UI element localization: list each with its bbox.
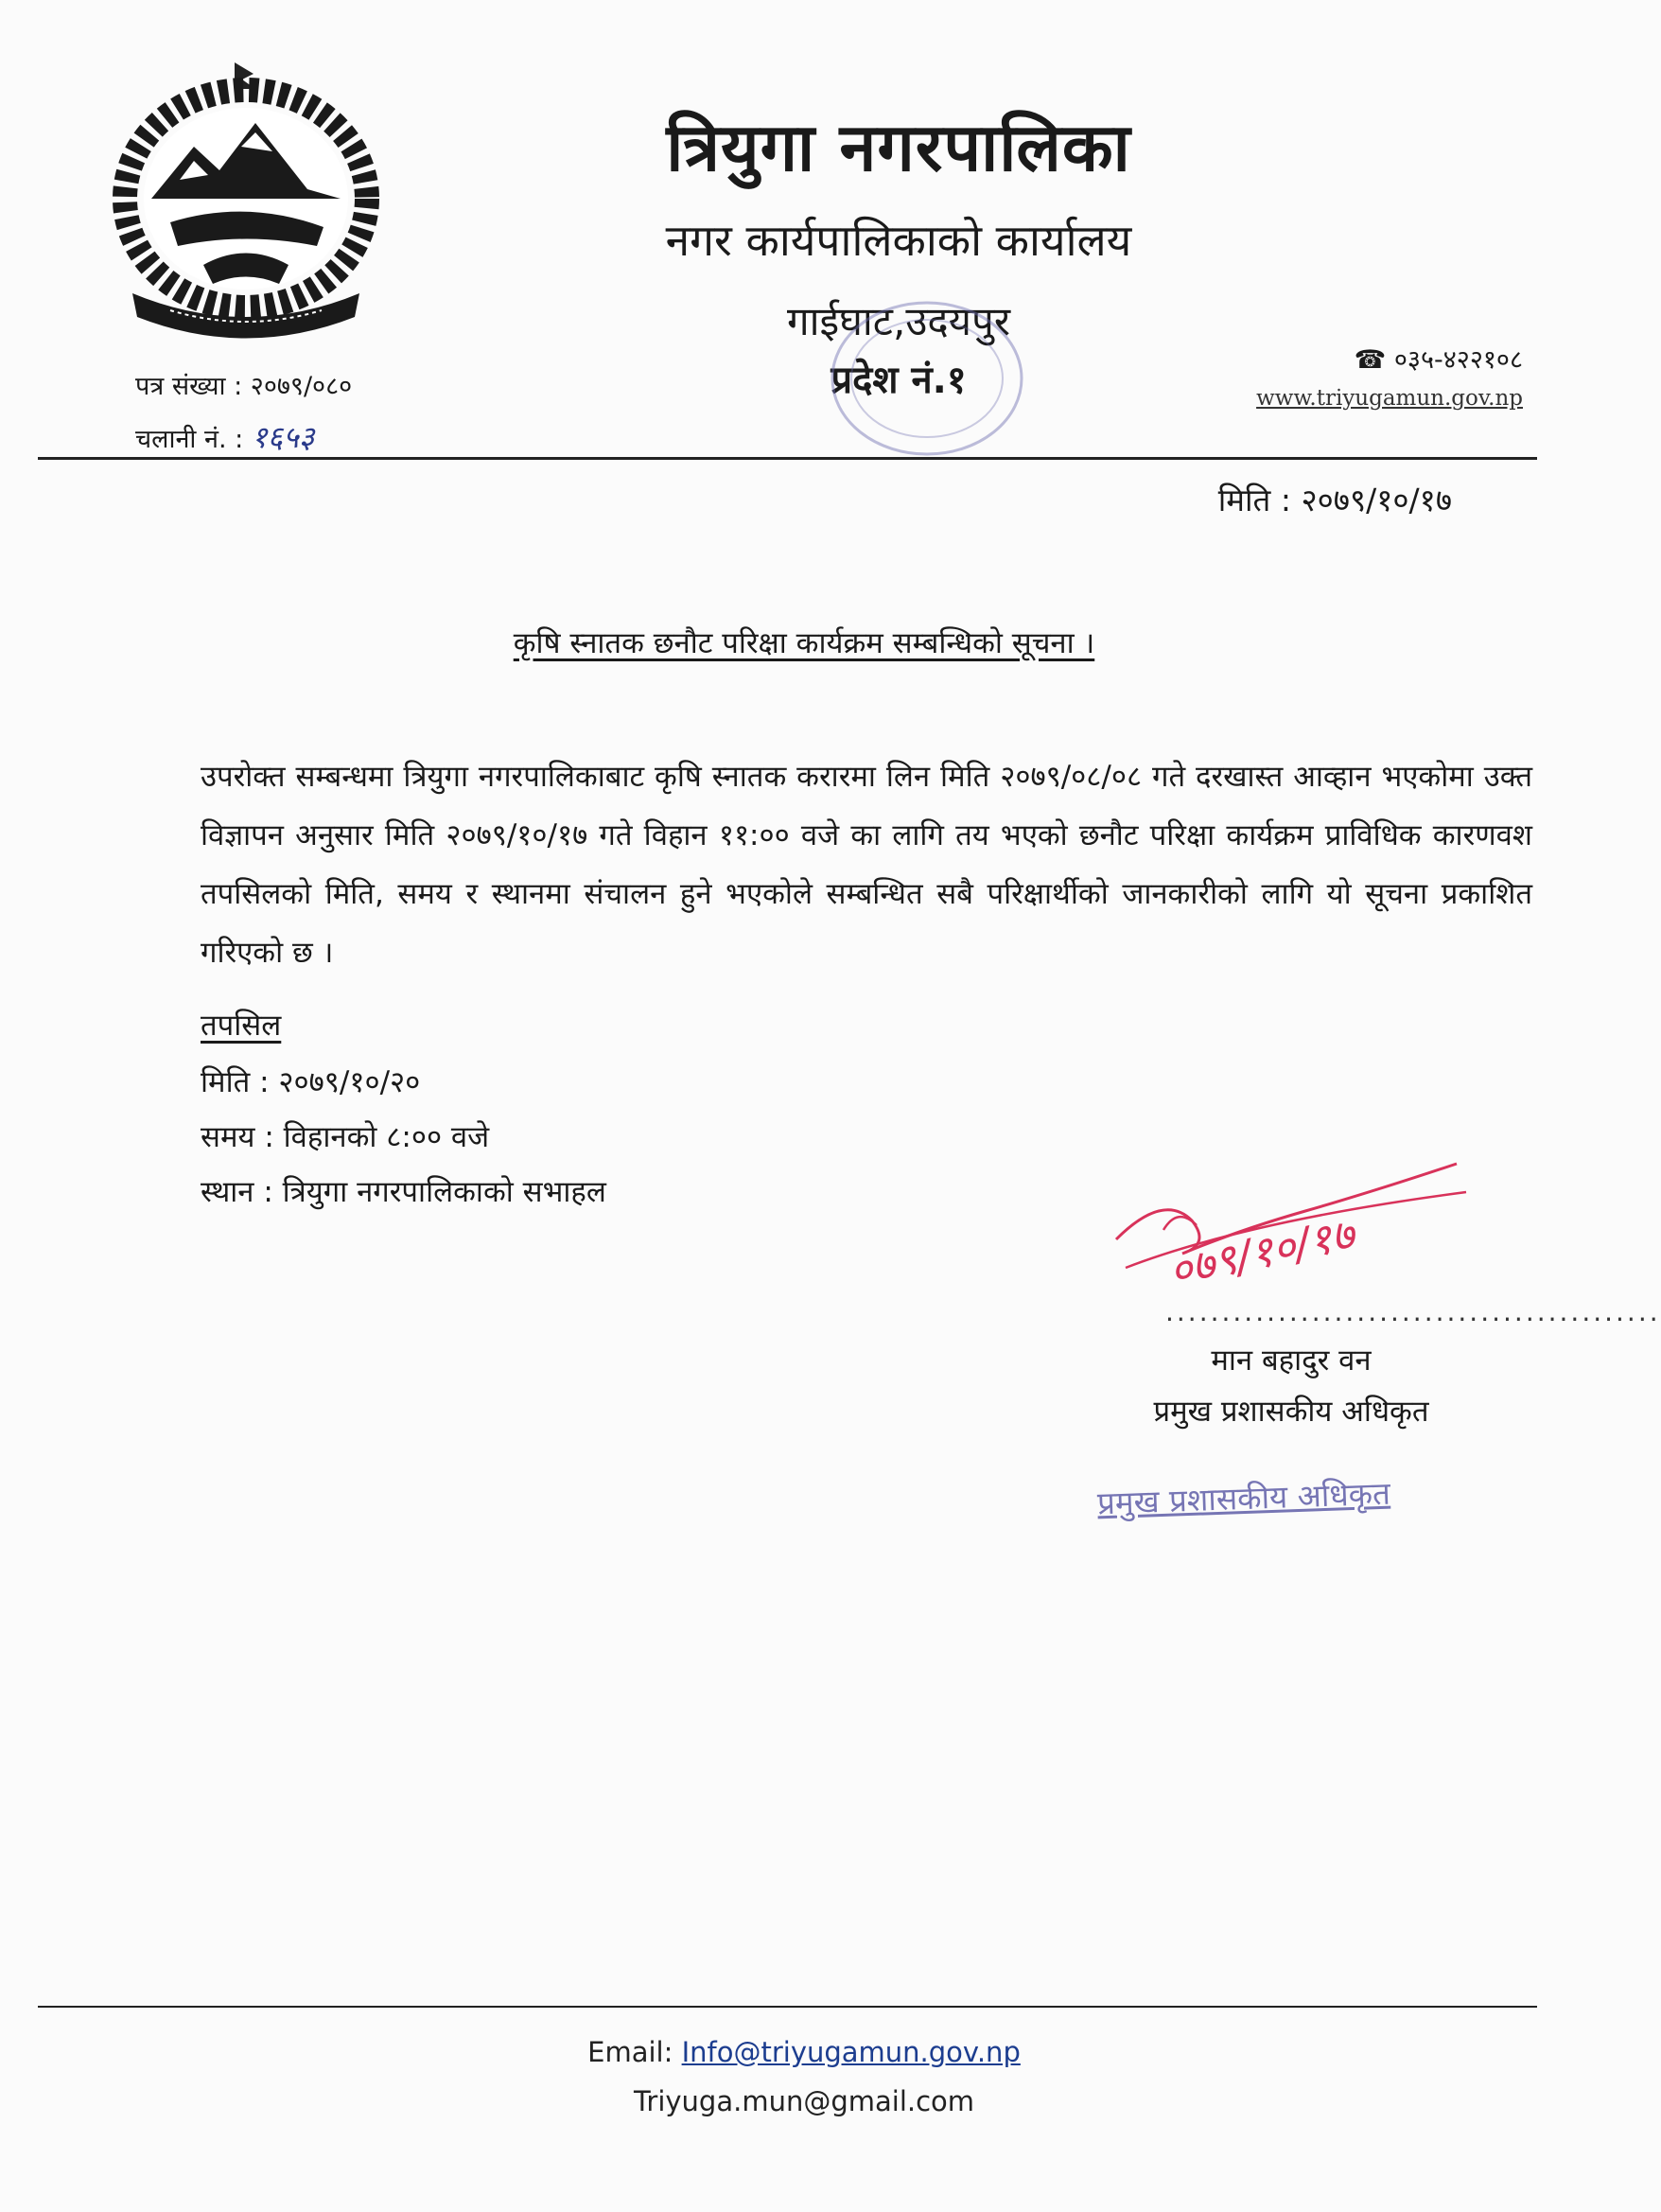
footer-email-label: Email: [587, 2036, 682, 2068]
chalani-value: १६५३ [251, 419, 315, 455]
signatory-title: प्रमुख प्रशासकीय अधिकृत [1153, 1395, 1429, 1429]
header-divider [38, 457, 1537, 460]
signatory-name: मान बहादुर वन [1211, 1343, 1372, 1378]
signature-line: ............................................ [1165, 1296, 1661, 1327]
tapasil-place: स्थान : त्रियुगा नगरपालिकाको सभाहल [201, 1175, 606, 1209]
phone-number: ☎ ०३५-४२२१०८ [1354, 345, 1523, 375]
patra-sankhya [135, 367, 352, 402]
letter-date: मिति : २०७९/१०/१७ [1217, 482, 1452, 518]
tapasil-heading: तपसिल [201, 1009, 282, 1043]
chalani-number [135, 416, 314, 457]
tapasil-time: समय : विहानको ८:०० वजे [201, 1120, 490, 1154]
footer-divider [38, 2006, 1537, 2008]
tapasil-date: मिति : २०७९/१०/२० [201, 1065, 421, 1099]
province-name: प्रदेश नं.१ [830, 359, 967, 402]
footer-gmail: Triyuga.mun@gmail.com [633, 2085, 975, 2117]
footer-email [0, 2036, 1608, 2068]
office-name: नगर कार्यपालिकाको कार्यालय [665, 215, 1132, 266]
nepal-emblem-icon [114, 57, 378, 341]
footer-email-link[interactable]: Info@triyugamun.gov.np [681, 2036, 1021, 2068]
municipality-title: त्रियुगा नगरपालिका [666, 109, 1131, 186]
office-address: गाईघाट,उदयपुर [786, 298, 1011, 344]
notice-subject-text: कृषि स्नातक छनौट परिक्षा कार्यक्रम सम्बन्धिको सूचना । [513, 626, 1095, 660]
office-stamp-icon [823, 293, 1031, 464]
website-link[interactable]: www.triyugamun.gov.np [1256, 386, 1523, 411]
chalani-label: चलानी नं. : [135, 425, 252, 454]
notice-subject [0, 623, 1608, 662]
patra-sankhya-label: पत्र संख्या : [135, 372, 251, 401]
notice-body: उपरोक्त सम्बन्धमा त्रियुगा नगरपालिकाबाट कृषि स्नातक करारमा लिन मिति २०७९/०८/०८ गते दरखास्त आव्हान भएकोमा उक्त विज्ञापन अनुसार मिति २०७९/१०/१७ गते विहान ११:०० वजे का लागि तय भएको छनौट परिक्षा कार्यक्रम प्राविधिक कारणवश तपसिलको मिति, समय र स्थानमा संचालन हुने भएकोले सम्बन्धित सबै परिक्षार्थीको जानकारीको लागि यो सूचना प्रकाशित गरिएको छ । [201, 760, 1532, 970]
handwritten-signature [1107, 1154, 1476, 1306]
patra-sankhya-value: २०७९/०८० [250, 372, 353, 401]
designation-stamp: प्रमुख प्रशासकीय अधिकृत [1096, 1474, 1391, 1522]
signature-date: ०७९/१०/१७ [1164, 1207, 1359, 1297]
